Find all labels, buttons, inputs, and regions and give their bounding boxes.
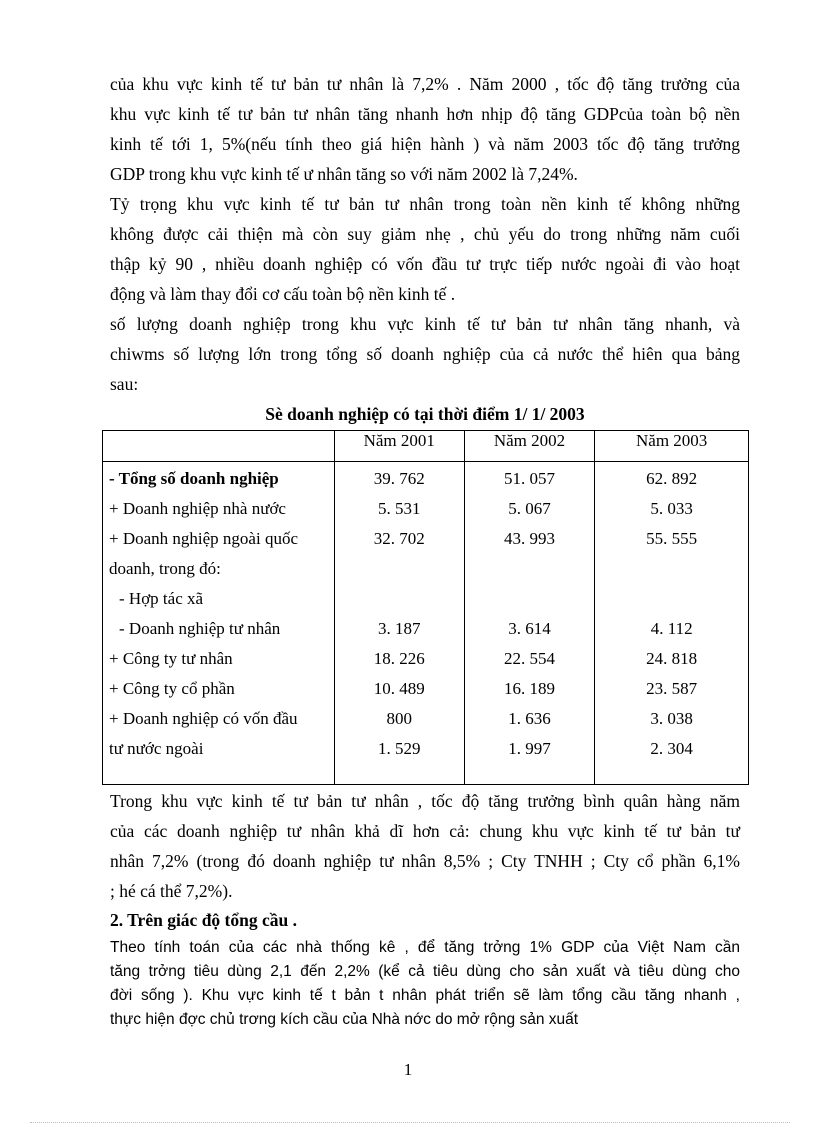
page-number: 1 [403, 1060, 413, 1079]
row-label: + Doanh nghiệp có vốn đầu [109, 709, 298, 728]
row-label: tư nước ngoài [109, 739, 204, 758]
value-cell: 3. 614 [508, 619, 551, 638]
paragraph-aggregate-demand [110, 936, 740, 1032]
value-cell: 5. 531 [377, 499, 421, 518]
row-label: - Tổng số doanh nghiệp [109, 469, 279, 488]
text-line: sau: [110, 374, 139, 394]
value-cell: 51. 057 [503, 469, 555, 488]
value-cell [465, 584, 595, 614]
text-line: đời sống ). Khu vực kinh tế t bản t nhân phát triển sẽ làm tổng cầu tăng nhanh , [110, 987, 740, 1004]
row-label: + Doanh nghiệp nhà nước [109, 499, 286, 518]
label-column [103, 462, 335, 785]
value-cell: 18. 226 [373, 649, 425, 668]
value-cell: 16. 189 [503, 679, 555, 698]
value-cell: 23. 587 [646, 679, 698, 698]
column-2001 [334, 462, 464, 785]
value-cell: 5. 033 [650, 499, 693, 518]
column-2002 [464, 462, 595, 785]
paragraph-share [110, 189, 740, 309]
value-cell: 62. 892 [646, 469, 698, 488]
section-heading: 2. Trên giác độ tổng cầu . [110, 910, 297, 930]
paragraph-enterprise-count [110, 309, 740, 399]
value-cell: 39. 762 [373, 469, 425, 488]
header-cell: Năm 2001 [334, 431, 464, 462]
value-cell [335, 554, 464, 584]
table-caption: Sè doanh nghiệp có tại thời điểm 1/ 1/ 2003 [265, 404, 585, 424]
text-line: thực hiện đợc chủ trơng kích cầu của Nhà nớc do mở rộng sản xuất [110, 1011, 579, 1028]
text-line: thập kỷ 90 , nhiều doanh nghiệp có vốn đầu tư trực tiếp nước ngoài đi vào hoạt [110, 254, 740, 274]
value-cell: 22. 554 [503, 649, 555, 668]
value-cell: 55. 555 [646, 529, 698, 548]
text-line: của các doanh nghiệp tư nhân khả dĩ hơn cả: chung khu vực kinh tế tư bản tư [110, 821, 740, 841]
row-label: doanh, trong đó: [109, 559, 221, 578]
value-cell: 24. 818 [646, 649, 698, 668]
value-cell [595, 584, 748, 614]
row-label: - Doanh nghiệp tư nhân [119, 619, 281, 638]
table-body-row [103, 462, 749, 785]
text-line: chiwms số lượng lớn trong tổng số doanh nghiệp của cả nước thể hiên qua bảng [110, 344, 740, 364]
text-line: nhân 7,2% (trong đó doanh nghiệp tư nhân 8,5% ; Cty TNHH ; Cty cổ phần 6,1% [110, 851, 740, 871]
row-label: + Doanh nghiệp ngoài quốc [109, 529, 298, 548]
text-line: kinh tế tới 1, 5%(nếu tính theo giá hiện hành ) và năm 2003 tốc độ tăng trưởng [110, 134, 740, 154]
text-line: không được cải thiện mà còn suy giảm nhẹ , chủ yếu do trong những năm cuối [110, 224, 740, 244]
text-line: Tỷ trọng khu vực kinh tế tư bản tư nhân trong toàn nền kinh tế không những [110, 194, 740, 214]
value-cell: 1. 997 [508, 739, 551, 758]
value-cell [335, 584, 464, 614]
value-cell: 10. 489 [373, 679, 425, 698]
text-line: số lượng doanh nghiệp trong khu vực kinh tế tư bản tư nhân tăng nhanh, và [110, 314, 740, 334]
text-line: GDP trong khu vực kinh tế ư nhân tăng so với năm 2002 là 7,24%. [110, 164, 578, 184]
text-line: động và làm thay đổi cơ cấu toàn bộ nền kinh tế . [110, 284, 456, 304]
value-cell: 1. 529 [377, 739, 421, 758]
paragraph-growth-rate [110, 69, 740, 189]
text-line: của khu vực kinh tế tư bản tư nhân là 7,2% . Năm 2000 , tốc độ tăng trưởng của [110, 74, 740, 94]
value-cell: 800 [386, 709, 412, 728]
value-cell: 1. 636 [508, 709, 551, 728]
header-cell: Năm 2002 [464, 431, 595, 462]
value-cell: 3. 038 [650, 709, 693, 728]
value-cell: 2. 304 [650, 739, 693, 758]
header-cell [103, 431, 335, 462]
value-cell [595, 554, 748, 584]
value-cell: 32. 702 [373, 529, 425, 548]
text-line: khu vực kinh tế tư bản tư nhân tăng nhanh hơn nhịp độ tăng GDPcủa toàn bộ nền [110, 104, 740, 124]
value-cell: 5. 067 [508, 499, 551, 518]
column-2003 [595, 462, 749, 785]
paragraph-average-growth [110, 786, 740, 906]
table-header-row [103, 431, 749, 462]
header-cell: Năm 2003 [595, 431, 749, 462]
text-line: ; hé cá thể 7,2%). [110, 881, 233, 901]
text-line: Theo tính toán của các nhà thống kê , để tăng trởng 1% GDP của Việt Nam cần [110, 939, 740, 956]
row-label: + Công ty tư nhân [109, 649, 233, 668]
text-line: Trong khu vực kinh tế tư bản tư nhân , tốc độ tăng trưởng bình quân hàng năm [110, 791, 740, 811]
value-cell: 43. 993 [503, 529, 555, 548]
value-cell: 3. 187 [377, 619, 421, 638]
value-cell [465, 554, 595, 584]
text-line: tăng trởng tiêu dùng 2,1 đến 2,2% (kể cả tiêu dùng cho sản xuất và tiêu dùng cho [110, 963, 740, 980]
row-label: + Công ty cổ phần [109, 679, 235, 698]
value-cell: 4. 112 [650, 619, 693, 638]
row-label: - Hợp tác xã [119, 589, 204, 608]
enterprise-table [102, 430, 749, 785]
